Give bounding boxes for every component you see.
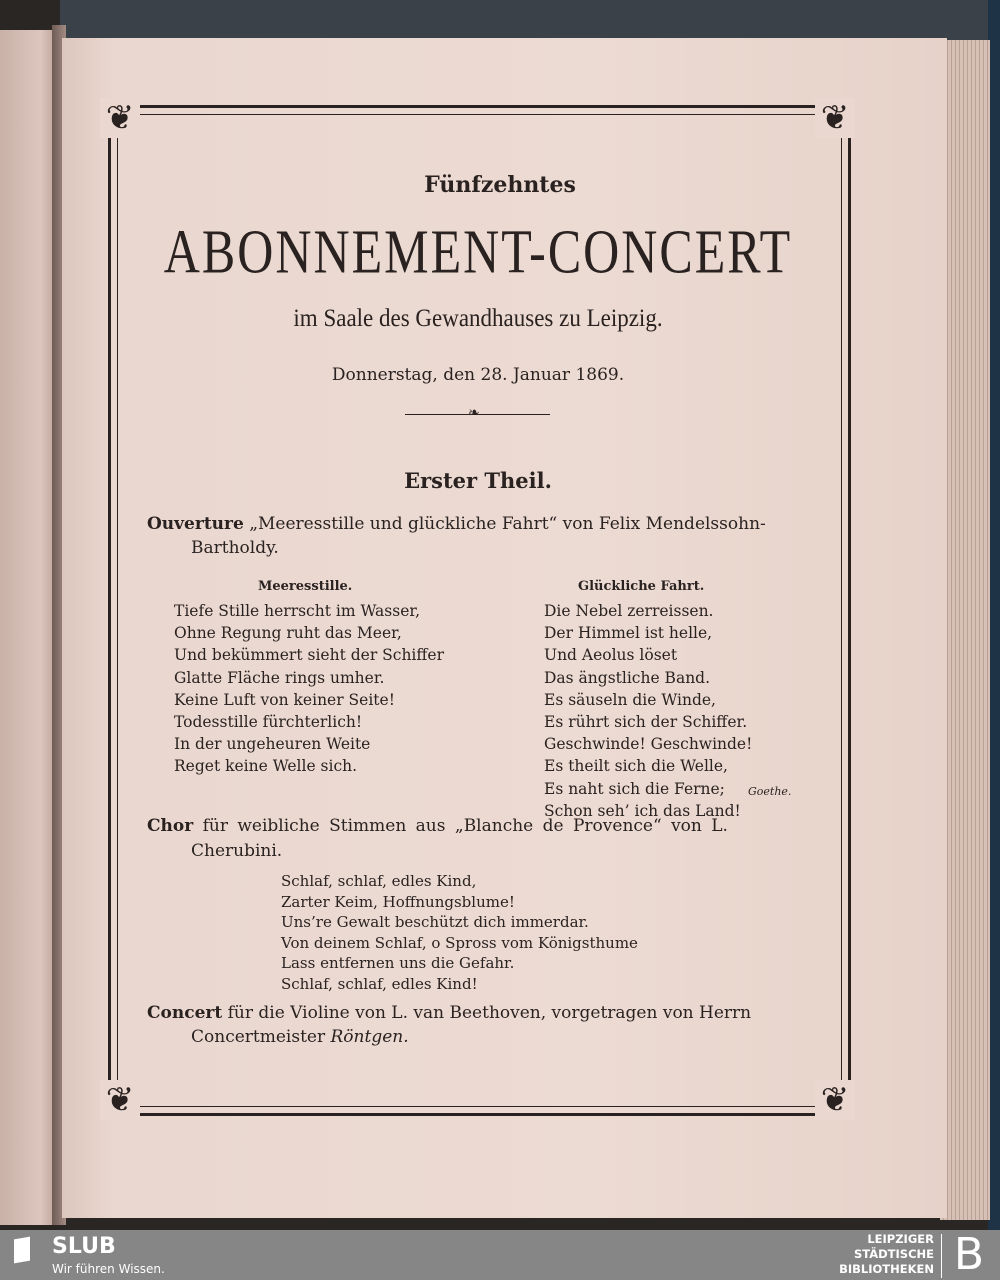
verse-line: Glatte Fläche rings umher. <box>174 668 385 687</box>
verse-line: Es theilt sich die Welle, <box>544 757 728 776</box>
book-cover-top <box>60 0 990 40</box>
poem-author: Goethe. <box>748 785 792 798</box>
ouverture-text: „Meeresstille und glückliche Fahrt“ von Felix Mendelssohn- <box>249 514 766 534</box>
chor-entry <box>147 816 728 836</box>
verse-line: Es rührt sich der Schiffer. <box>544 713 748 732</box>
soloist-name: Röntgen. <box>330 1027 409 1047</box>
chor-text-cont: Cherubini. <box>191 841 283 861</box>
verse-line: Es naht sich die Ferne; <box>544 779 725 798</box>
lyric-line: Schlaf, schlaf, edles Kind, <box>281 872 477 890</box>
corner-ornament-icon: ❦ <box>100 98 140 138</box>
left-page <box>0 30 58 1225</box>
poem-left <box>174 600 444 778</box>
lsb-logo-text[interactable] <box>839 1232 934 1277</box>
date: Donnerstag, den 28. Januar 1869. <box>331 365 625 385</box>
divider-ornament-icon: ❧ <box>468 405 480 421</box>
concert-text: für die Violine von L. van Beethoven, vorgetragen von Herrn <box>227 1003 752 1023</box>
verse-line: Und bekümmert sieht der Schiffer <box>174 646 444 665</box>
verse-line: Der Himmel ist helle, <box>544 624 713 643</box>
logo-divider <box>941 1234 942 1278</box>
venue: im Saale des Gewandhauses zu Leipzig. <box>293 305 663 332</box>
lsb-logo-icon: B <box>953 1229 984 1280</box>
slub-logo-icon <box>14 1237 30 1264</box>
chor-label: Chor <box>147 816 194 836</box>
concert-label: Concert <box>147 1003 223 1023</box>
ouverture-entry <box>147 514 766 534</box>
lyric-line: Zarter Keim, Hoffnungsblume! <box>281 892 515 911</box>
concert-entry <box>147 1003 751 1023</box>
lsb-line: STÄDTISCHE <box>853 1247 934 1261</box>
lyric-line: Von deinem Schlaf, o Spross vom Königsthume <box>281 933 638 952</box>
lsb-line: BIBLIOTHEKEN <box>839 1262 934 1276</box>
verse-line: In der ungeheuren Weite <box>174 735 371 754</box>
verse-line: Tiefe Stille herrscht im Wasser, <box>174 602 420 620</box>
corner-ornament-icon: ❦ <box>815 1080 855 1120</box>
concert-text-cont <box>191 1027 409 1047</box>
poem-left-title: Meeresstille. <box>258 579 353 594</box>
verse-line: Schon seh’ ich das Land! <box>544 801 741 820</box>
verse-line: Das ängstliche Band. <box>544 668 711 687</box>
poem-right <box>544 600 752 822</box>
poem-right-title: Glückliche Fahrt. <box>578 579 705 594</box>
verse-line: Die Nebel zerreissen. <box>544 602 714 620</box>
verse-line: Keine Luft von keiner Seite! <box>174 690 395 709</box>
part-title: Erster Theil. <box>404 468 552 493</box>
concert-text-a: Concertmeister <box>191 1027 331 1047</box>
lyric-line: Schlaf, schlaf, edles Kind! <box>281 974 478 993</box>
slub-logo-text[interactable]: SLUB <box>52 1234 116 1259</box>
verse-line: Geschwinde! Geschwinde! <box>544 735 753 754</box>
verse-line: Ohne Regung ruht das Meer, <box>174 624 402 643</box>
subtitle: Fünfzehntes <box>424 172 576 198</box>
lyric-line: Uns’re Gewalt beschützt dich immerdar. <box>281 913 589 932</box>
verse-line: Todesstille fürchterlich! <box>174 713 363 732</box>
corner-ornament-icon: ❦ <box>100 1080 140 1120</box>
ouverture-text-cont: Bartholdy. <box>191 538 279 558</box>
lyric-line: Lass entfernen uns die Gefahr. <box>281 954 515 973</box>
page-title: ABONNEMENT-CONCERT <box>163 216 793 286</box>
chor-lyrics <box>281 871 638 995</box>
ouverture-label: Ouverture <box>147 514 244 534</box>
verse-line: Reget keine Welle sich. <box>174 757 358 776</box>
lsb-line: LEIPZIGER <box>867 1232 934 1246</box>
slub-slogan: Wir führen Wissen. <box>52 1262 165 1276</box>
verse-line: Es säuseln die Winde, <box>544 690 716 709</box>
footer-bar <box>0 1230 1000 1280</box>
corner-ornament-icon: ❦ <box>815 98 855 138</box>
verse-line: Und Aeolus löset <box>544 646 678 665</box>
chor-text: für weibliche Stimmen aus „Blanche de Provence“ von L. <box>202 816 728 836</box>
